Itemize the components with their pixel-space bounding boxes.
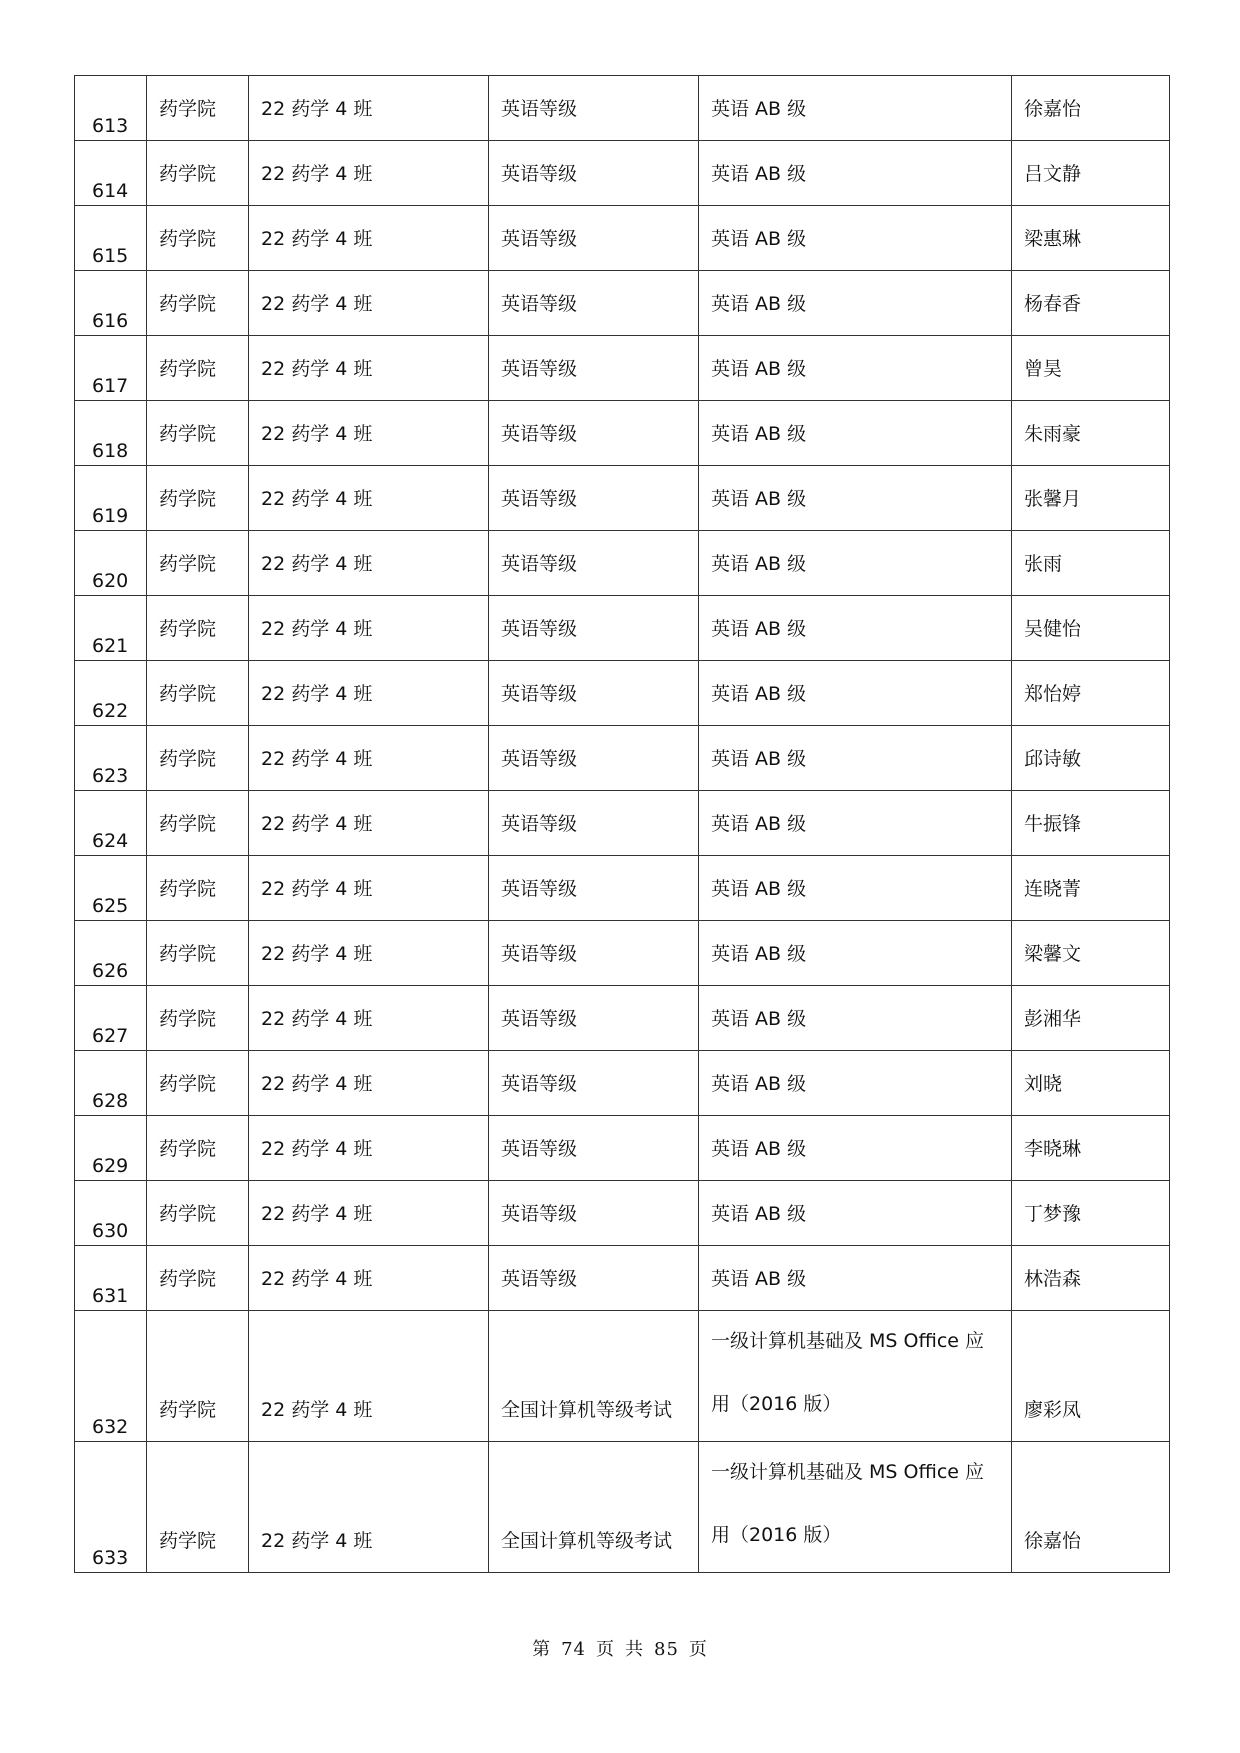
class-cell: 22 药学 4 班 — [249, 856, 489, 921]
class-cell: 22 药学 4 班 — [249, 1051, 489, 1116]
exam-cell: 英语等级 — [489, 596, 699, 661]
college-cell: 药学院 — [147, 76, 249, 141]
level-cell: 英语 AB 级 — [699, 1116, 1012, 1181]
table-row — [75, 76, 1170, 141]
level-line-2: 用（2016 版） — [711, 1524, 842, 1546]
class-cell: 22 药学 4 班 — [249, 401, 489, 466]
footer-prefix: 第 — [532, 1639, 552, 1660]
footer-total-word: 共 — [625, 1639, 644, 1660]
level-cell: 英语 AB 级 — [699, 856, 1012, 921]
exam-cell: 英语等级 — [489, 271, 699, 336]
name-cell: 郑怡婷 — [1012, 661, 1170, 726]
college-cell: 药学院 — [147, 726, 249, 791]
row-number: 626 — [75, 921, 147, 986]
exam-cell: 英语等级 — [489, 726, 699, 791]
row-number: 623 — [75, 726, 147, 791]
exam-cell: 英语等级 — [489, 661, 699, 726]
row-number: 619 — [75, 466, 147, 531]
level-cell: 英语 AB 级 — [699, 76, 1012, 141]
exam-cell: 英语等级 — [489, 401, 699, 466]
college-cell: 药学院 — [147, 856, 249, 921]
college-cell: 药学院 — [147, 596, 249, 661]
college-cell: 药学院 — [147, 531, 249, 596]
exam-cell: 英语等级 — [489, 206, 699, 271]
class-cell: 22 药学 4 班 — [249, 531, 489, 596]
exam-cell: 英语等级 — [489, 856, 699, 921]
exam-cell: 英语等级 — [489, 1181, 699, 1246]
row-number: 614 — [75, 141, 147, 206]
row-number: 632 — [75, 1311, 147, 1442]
exam-cell: 全国计算机等级考试 — [489, 1311, 699, 1442]
college-cell: 药学院 — [147, 986, 249, 1051]
row-number: 633 — [75, 1442, 147, 1573]
class-cell: 22 药学 4 班 — [249, 206, 489, 271]
class-cell: 22 药学 4 班 — [249, 921, 489, 986]
exam-cell: 英语等级 — [489, 1116, 699, 1181]
class-cell: 22 药学 4 班 — [249, 791, 489, 856]
level-cell: 英语 AB 级 — [699, 1246, 1012, 1311]
level-cell: 英语 AB 级 — [699, 986, 1012, 1051]
exam-cell: 英语等级 — [489, 531, 699, 596]
level-cell: 英语 AB 级 — [699, 791, 1012, 856]
table-row — [75, 1051, 1170, 1116]
level-cell: 英语 AB 级 — [699, 466, 1012, 531]
college-cell: 药学院 — [147, 1311, 249, 1442]
exam-cell: 英语等级 — [489, 1246, 699, 1311]
level-cell: 英语 AB 级 — [699, 141, 1012, 206]
level-cell: 英语 AB 级 — [699, 401, 1012, 466]
table-row — [75, 856, 1170, 921]
row-number: 616 — [75, 271, 147, 336]
table-row — [75, 986, 1170, 1051]
table-row — [75, 1311, 1170, 1442]
name-cell: 牛振锋 — [1012, 791, 1170, 856]
level-cell: 英语 AB 级 — [699, 726, 1012, 791]
level-line-2: 用（2016 版） — [711, 1393, 842, 1415]
name-cell: 林浩森 — [1012, 1246, 1170, 1311]
exam-cell: 英语等级 — [489, 141, 699, 206]
name-cell: 丁梦豫 — [1012, 1181, 1170, 1246]
college-cell: 药学院 — [147, 271, 249, 336]
row-number: 627 — [75, 986, 147, 1051]
college-cell: 药学院 — [147, 1442, 249, 1573]
page-footer — [0, 1635, 1240, 1661]
row-number: 629 — [75, 1116, 147, 1181]
name-cell: 张雨 — [1012, 531, 1170, 596]
footer-total-pages: 85 — [654, 1639, 679, 1660]
class-cell: 22 药学 4 班 — [249, 1442, 489, 1573]
row-number: 621 — [75, 596, 147, 661]
level-cell: 英语 AB 级 — [699, 206, 1012, 271]
row-number: 618 — [75, 401, 147, 466]
table-row — [75, 1442, 1170, 1573]
college-cell: 药学院 — [147, 1051, 249, 1116]
row-number: 615 — [75, 206, 147, 271]
class-cell: 22 药学 4 班 — [249, 986, 489, 1051]
level-cell: 英语 AB 级 — [699, 1181, 1012, 1246]
college-cell: 药学院 — [147, 661, 249, 726]
level-cell: 英语 AB 级 — [699, 1051, 1012, 1116]
class-cell: 22 药学 4 班 — [249, 271, 489, 336]
table-row — [75, 271, 1170, 336]
exam-cell: 英语等级 — [489, 986, 699, 1051]
name-cell: 连晓菁 — [1012, 856, 1170, 921]
roster-body — [75, 76, 1170, 1573]
college-cell: 药学院 — [147, 791, 249, 856]
level-cell: 英语 AB 级 — [699, 921, 1012, 986]
name-cell: 徐嘉怡 — [1012, 1442, 1170, 1573]
college-cell: 药学院 — [147, 1181, 249, 1246]
class-cell: 22 药学 4 班 — [249, 336, 489, 401]
row-number: 631 — [75, 1246, 147, 1311]
class-cell: 22 药学 4 班 — [249, 726, 489, 791]
level-cell: 英语 AB 级 — [699, 336, 1012, 401]
level-cell — [699, 1311, 1012, 1442]
exam-cell: 英语等级 — [489, 466, 699, 531]
exam-cell: 英语等级 — [489, 921, 699, 986]
exam-cell: 英语等级 — [489, 76, 699, 141]
footer-page-word: 页 — [596, 1639, 615, 1660]
exam-cell: 英语等级 — [489, 1051, 699, 1116]
college-cell: 药学院 — [147, 1246, 249, 1311]
exam-cell: 全国计算机等级考试 — [489, 1442, 699, 1573]
table-row — [75, 531, 1170, 596]
name-cell: 梁惠琳 — [1012, 206, 1170, 271]
row-number: 613 — [75, 76, 147, 141]
row-number: 624 — [75, 791, 147, 856]
class-cell: 22 药学 4 班 — [249, 661, 489, 726]
name-cell: 朱雨豪 — [1012, 401, 1170, 466]
name-cell: 吕文静 — [1012, 141, 1170, 206]
table-row — [75, 1181, 1170, 1246]
table-row — [75, 726, 1170, 791]
college-cell: 药学院 — [147, 336, 249, 401]
roster-table — [74, 75, 1170, 1573]
level-line-1: 一级计算机基础及 MS Office 应 — [711, 1330, 985, 1352]
college-cell: 药学院 — [147, 141, 249, 206]
table-row — [75, 1246, 1170, 1311]
class-cell: 22 药学 4 班 — [249, 141, 489, 206]
table-row — [75, 791, 1170, 856]
name-cell: 彭湘华 — [1012, 986, 1170, 1051]
college-cell: 药学院 — [147, 1116, 249, 1181]
row-number: 628 — [75, 1051, 147, 1116]
class-cell: 22 药学 4 班 — [249, 1246, 489, 1311]
class-cell: 22 药学 4 班 — [249, 76, 489, 141]
table-row — [75, 596, 1170, 661]
row-number: 620 — [75, 531, 147, 596]
level-cell: 英语 AB 级 — [699, 596, 1012, 661]
name-cell: 邱诗敏 — [1012, 726, 1170, 791]
level-cell — [699, 1442, 1012, 1573]
table-row — [75, 206, 1170, 271]
class-cell: 22 药学 4 班 — [249, 466, 489, 531]
table-row — [75, 336, 1170, 401]
level-line-1: 一级计算机基础及 MS Office 应 — [711, 1461, 985, 1483]
row-number: 630 — [75, 1181, 147, 1246]
row-number: 622 — [75, 661, 147, 726]
exam-cell: 英语等级 — [489, 336, 699, 401]
table-row — [75, 401, 1170, 466]
college-cell: 药学院 — [147, 206, 249, 271]
class-cell: 22 药学 4 班 — [249, 1116, 489, 1181]
college-cell: 药学院 — [147, 466, 249, 531]
class-cell: 22 药学 4 班 — [249, 1311, 489, 1442]
name-cell: 杨春香 — [1012, 271, 1170, 336]
table-row — [75, 1116, 1170, 1181]
name-cell: 李晓琳 — [1012, 1116, 1170, 1181]
level-cell: 英语 AB 级 — [699, 661, 1012, 726]
name-cell: 徐嘉怡 — [1012, 76, 1170, 141]
footer-suffix: 页 — [688, 1639, 708, 1660]
table-row — [75, 661, 1170, 726]
name-cell: 张馨月 — [1012, 466, 1170, 531]
row-number: 625 — [75, 856, 147, 921]
name-cell: 廖彩凤 — [1012, 1311, 1170, 1442]
college-cell: 药学院 — [147, 921, 249, 986]
class-cell: 22 药学 4 班 — [249, 1181, 489, 1246]
class-cell: 22 药学 4 班 — [249, 596, 489, 661]
level-cell: 英语 AB 级 — [699, 531, 1012, 596]
exam-cell: 英语等级 — [489, 791, 699, 856]
college-cell: 药学院 — [147, 401, 249, 466]
name-cell: 梁馨文 — [1012, 921, 1170, 986]
table-row — [75, 141, 1170, 206]
footer-page-number: 74 — [561, 1639, 586, 1660]
level-cell: 英语 AB 级 — [699, 271, 1012, 336]
table-row — [75, 921, 1170, 986]
name-cell: 吴健怡 — [1012, 596, 1170, 661]
name-cell: 曾昊 — [1012, 336, 1170, 401]
row-number: 617 — [75, 336, 147, 401]
table-row — [75, 466, 1170, 531]
name-cell: 刘晓 — [1012, 1051, 1170, 1116]
